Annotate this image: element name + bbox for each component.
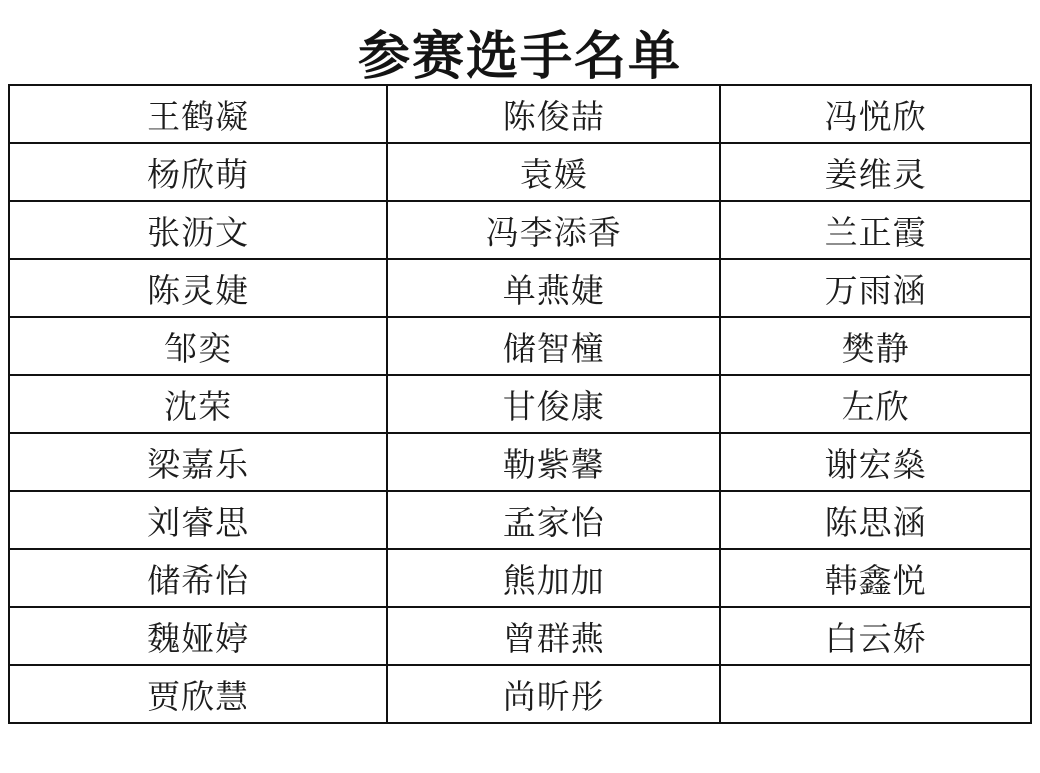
contestant-name-cell: 姜维灵 (720, 143, 1031, 201)
contestant-name-cell: 沈荣 (9, 375, 387, 433)
contestant-name-cell: 储智橦 (387, 317, 720, 375)
contestant-table-body (9, 85, 1031, 723)
page-title: 参赛选手名单 (357, 28, 682, 86)
contestant-name-cell: 魏娅婷 (9, 607, 387, 665)
contestant-name-cell: 刘睿思 (9, 491, 387, 549)
contestant-name-cell: 单燕婕 (387, 259, 720, 317)
contestant-name-cell: 张沥文 (9, 201, 387, 259)
contestant-name-cell: 孟家怡 (387, 491, 720, 549)
contestant-name-cell: 杨欣萌 (9, 143, 387, 201)
contestant-name-cell: 熊加加 (387, 549, 720, 607)
table-row (9, 259, 1031, 317)
table-row (9, 549, 1031, 607)
contestant-name-cell: 陈灵婕 (9, 259, 387, 317)
contestant-name-cell: 王鹤凝 (9, 85, 387, 143)
contestant-name-cell: 陈思涵 (720, 491, 1031, 549)
contestant-name-cell: 谢宏燊 (720, 433, 1031, 491)
contestant-name-cell: 储希怡 (9, 549, 387, 607)
contestant-name-cell: 白云娇 (720, 607, 1031, 665)
table-row (9, 607, 1031, 665)
table-row (9, 201, 1031, 259)
contestant-name-cell: 曾群燕 (387, 607, 720, 665)
contestant-name-cell: 尚昕彤 (387, 665, 720, 723)
table-row (9, 665, 1031, 723)
contestant-name-cell: 兰正霞 (720, 201, 1031, 259)
table-row (9, 85, 1031, 143)
contestant-name-cell: 万雨涵 (720, 259, 1031, 317)
contestant-name-cell: 贾欣慧 (9, 665, 387, 723)
contestant-name-cell: 勒紫馨 (387, 433, 720, 491)
table-row (9, 491, 1031, 549)
contestant-name-cell: 左欣 (720, 375, 1031, 433)
table-row (9, 375, 1031, 433)
table-row (9, 433, 1031, 491)
contestant-name-cell: 韩鑫悦 (720, 549, 1031, 607)
contestant-table (8, 84, 1032, 724)
contestant-name-cell: 甘俊康 (387, 375, 720, 433)
contestant-name-cell: 冯李添香 (387, 201, 720, 259)
empty-cell (720, 665, 1031, 723)
table-row (9, 143, 1031, 201)
contestant-name-cell: 冯悦欣 (720, 85, 1031, 143)
contestant-name-cell: 樊静 (720, 317, 1031, 375)
contestant-name-cell: 袁媛 (387, 143, 720, 201)
contestant-name-cell: 梁嘉乐 (9, 433, 387, 491)
contestant-name-cell: 邹奕 (9, 317, 387, 375)
contestant-name-cell: 陈俊喆 (387, 85, 720, 143)
table-row (9, 317, 1031, 375)
